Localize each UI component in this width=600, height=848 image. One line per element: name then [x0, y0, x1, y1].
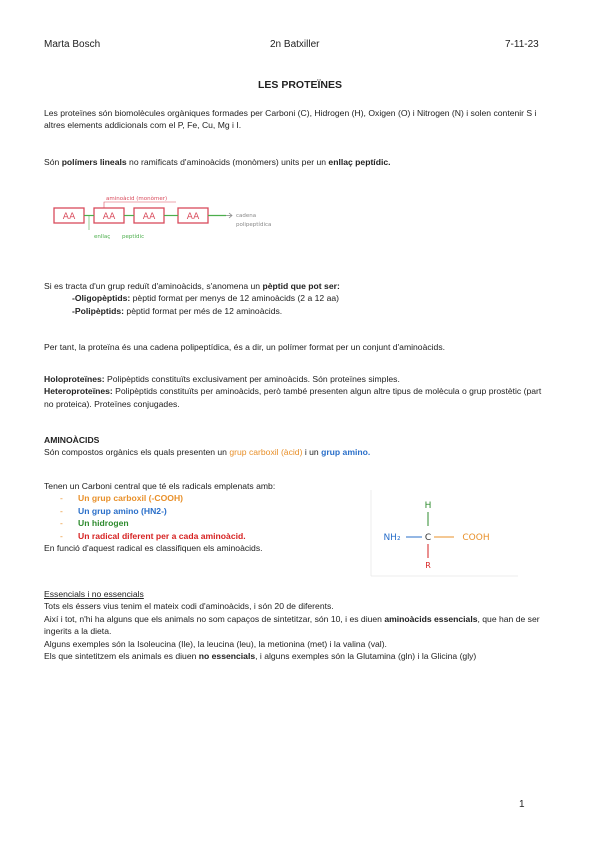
- header-author: Marta Bosch: [44, 39, 101, 50]
- header-course: 2n Batxiller: [270, 39, 320, 50]
- header-date: 7-11-23: [505, 39, 539, 50]
- radical-carboxyl: - Un grup carboxil (-COOH): [60, 492, 344, 504]
- page-number: 1: [519, 799, 525, 810]
- aminoacids-section: AMINOÀCIDS Són compostos orgànics els quals presenten un grup carboxil (àcid) i un grup amino.: [44, 435, 371, 458]
- polymer-paragraph: Són polímers lineals no ramificats d'aminoàcids (monòmers) units per un enllaç peptídic.: [44, 157, 391, 167]
- amino-symbol: NH₂: [383, 533, 401, 543]
- aa-label-4: AA: [186, 212, 200, 222]
- aa-label-3: AA: [142, 212, 156, 222]
- bond-label-2: peptídic: [122, 234, 145, 240]
- carbon-radicals: Tenen un Carboni central que té els radicals emplenats amb: - Un grup carboxil (-COOH) - Un grup amino (HN2-) - Un hidrogen - Un radical diferent per a cada aminoàcid. En funció d'aquest radical es classifiquen els aminoàcids.: [44, 480, 344, 555]
- aminoacids-heading: AMINOÀCIDS: [44, 435, 100, 445]
- protein-types: Holoproteïnes: Polipèptids constituïts exclusivament per aminoàcids. Són proteïnes simples. Heteroproteïnes: Polipèptids constituïts per aminoàcids, però també presenten algun altre tipus de molècula o grup prostètic (part no proteica). Proteïnes conjugades.: [44, 374, 542, 409]
- peptide-section: Si es tracta d'un grup reduït d'aminoàcids, s'anomena un pèptid que pot ser: -Oligopèptids: pèptid format per menys de 12 aminoàcids (2 a 12 aa) -Polipèptids: pèptid format per més de 12 aminoàcids.: [44, 281, 340, 316]
- aa-label-1: AA: [62, 212, 76, 222]
- protein-definition: Per tant, la proteïna és una cadena polipeptídica, és a dir, un polímer format per un conjunt d'aminoàcids.: [44, 342, 446, 352]
- bond-label-1: enllaç: [94, 234, 111, 240]
- page-title: LES PROTEÏNES: [257, 79, 342, 91]
- monomer-label: aminoàcid (monòmer): [106, 196, 168, 202]
- carbon-symbol: C: [424, 533, 432, 543]
- chain-label-2: polipeptídica: [236, 222, 272, 228]
- essentials-section: Essencials i no essencials Tots els éssers vius tenim el mateix codi d'aminoàcids, i són 20 de diferents. Així i tot, n'hi ha alguns que els animals no som capaços de sintetitzar, són 10, i es diuen aminoàcids essencials, que han de ser ingerits a la dieta. Alguns exemples són la Isoleucina (Ile), la leucina (leu), la metionina (met) i la valina (val). Els que sintetitzem els animals es diuen no essencials, i alguns exemples són la Glutamina (gln) i la Glicina (gly): [44, 588, 544, 663]
- radical-r: - Un radical diferent per a cada aminoàcid.: [60, 530, 344, 542]
- intro-paragraph: Les proteïnes són biomolècules orgàniques formades per Carboni (C), Hidrogen (H), Oxigen (O) i Nitrogen (N) i solen contenir S i altres elements addicionals com el P, Fe, Cu, Mg i I.: [44, 108, 537, 131]
- carboxyl-symbol: COOH: [462, 533, 490, 543]
- radical-symbol: R: [425, 561, 431, 570]
- polypeptide-diagram: [46, 186, 306, 246]
- radical-hydrogen: - Un hidrogen: [60, 517, 344, 529]
- hydrogen-symbol: H: [424, 501, 432, 511]
- chain-label-1: cadena: [236, 213, 257, 219]
- radical-amino: - Un grup amino (HN2-): [60, 505, 344, 517]
- essentials-heading: Essencials i no essencials: [44, 589, 144, 599]
- aminoacid-structure-diagram: [370, 488, 520, 578]
- aa-label-2: AA: [102, 212, 116, 222]
